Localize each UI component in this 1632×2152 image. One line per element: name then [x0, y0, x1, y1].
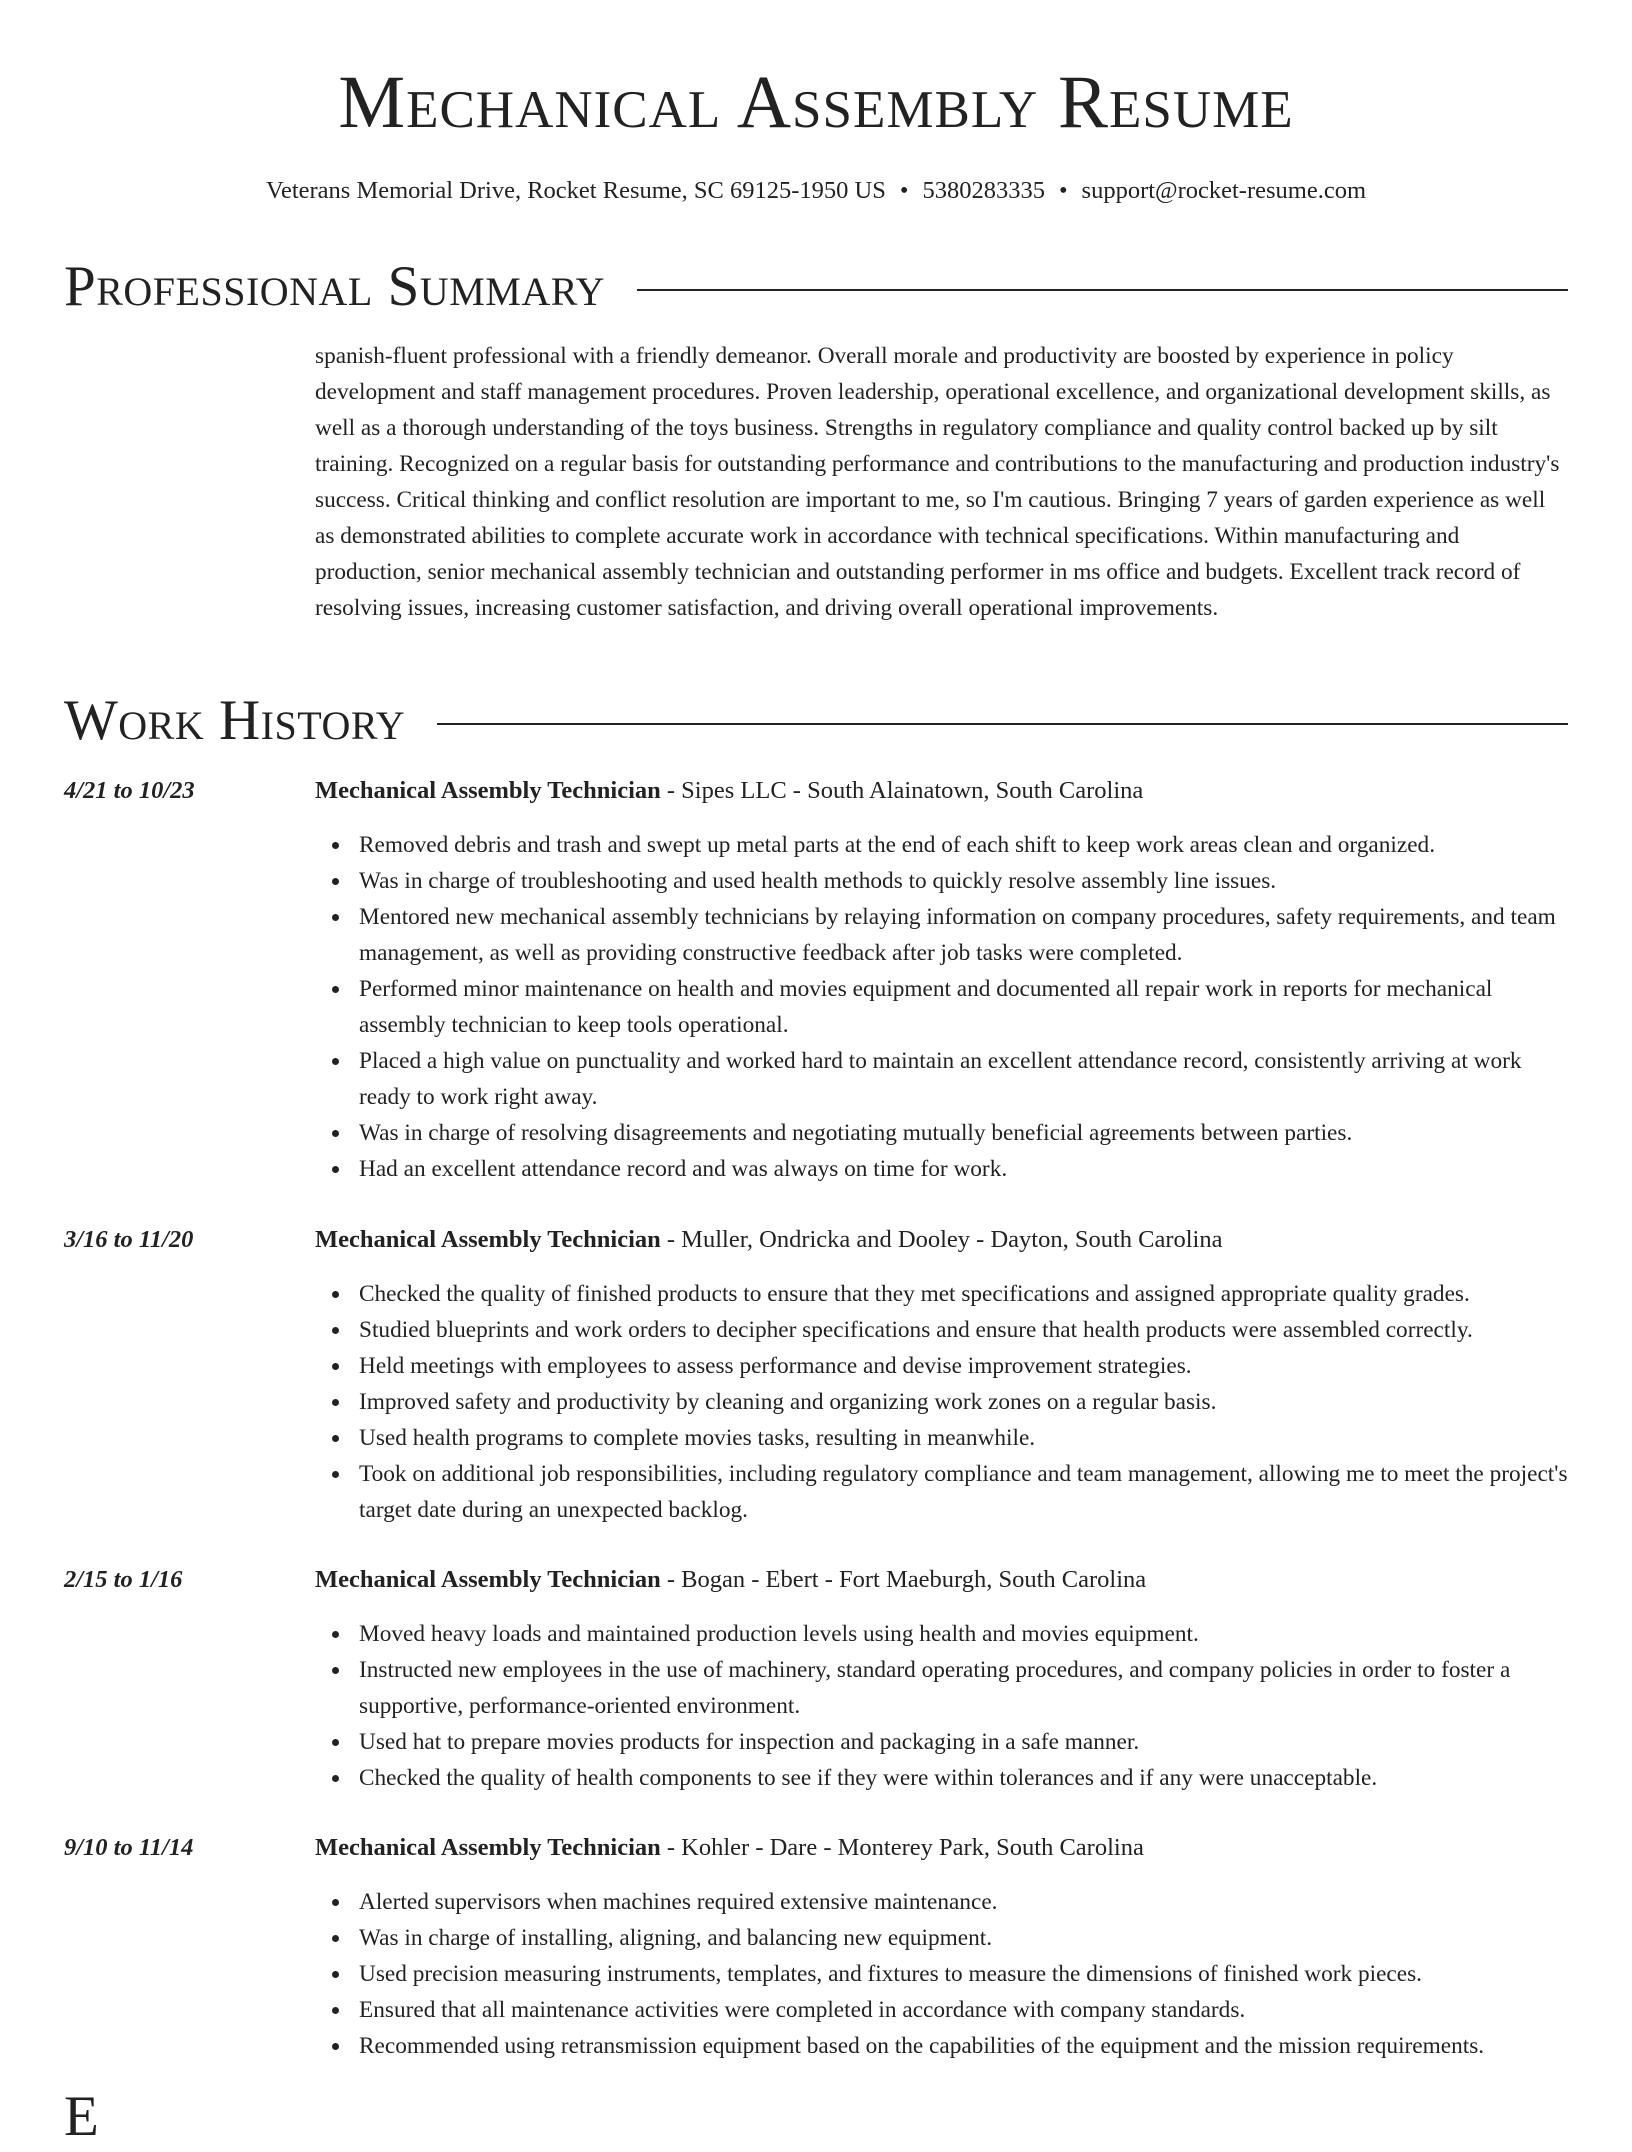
- section-divider: [437, 723, 1568, 725]
- job-heading-line: [315, 1562, 1146, 1598]
- job-entry: [64, 1562, 1568, 1796]
- job-bullets: [64, 1884, 1568, 2064]
- job-header: [64, 1562, 1568, 1598]
- work-history-heading: Work History: [64, 689, 406, 752]
- job-bullet: Studied blueprints and work orders to decipher specifications and ensure that health products were assembled correctly.: [359, 1312, 1568, 1348]
- job-bullet: Used hat to prepare movies products for inspection and packaging in a safe manner.: [359, 1724, 1568, 1760]
- contact-phone: 5380283335: [922, 177, 1045, 204]
- job-title: Mechanical Assembly Technician: [315, 777, 661, 804]
- job-heading-line: [315, 1222, 1222, 1258]
- job-employer: - Bogan - Ebert - Fort Maeburgh, South Carolina: [660, 1566, 1147, 1593]
- next-section-heading-partial: [64, 2082, 264, 2148]
- job-employer: - Muller, Ondricka and Dooley - Dayton, South Carolina: [660, 1226, 1223, 1253]
- summary-heading: Professional Summary: [64, 255, 606, 318]
- job-bullet: Recommended using retransmission equipment based on the capabilities of the equipment and the mission requirements.: [359, 2028, 1568, 2064]
- job-dates: 9/10 to 11/14: [64, 1834, 194, 1861]
- section-divider: [637, 289, 1568, 291]
- job-header: [64, 1222, 1568, 1258]
- job-dates: 2/15 to 1/16: [64, 1566, 183, 1593]
- contact-email[interactable]: support@rocket-resume.com: [1081, 177, 1367, 204]
- job-bullet: Mentored new mechanical assembly technicians by relaying information on company procedures, safety requirements, and team management, as well as providing constructive feedback after job tasks were completed.: [359, 899, 1568, 971]
- work-history-section-header: [64, 686, 1568, 756]
- job-entry: [64, 1222, 1568, 1528]
- resume-title: Mechanical Assembly Resume: [338, 61, 1294, 144]
- job-bullet: Was in charge of resolving disagreements and negotiating mutually beneficial agreements between parties.: [359, 1115, 1568, 1151]
- job-header: [64, 1830, 1568, 1866]
- job-bullet: Performed minor maintenance on health and movies equipment and documented all repair work in reports for mechanical assembly technician to keep tools operational.: [359, 971, 1568, 1043]
- job-bullets: [64, 1616, 1568, 1796]
- job-heading-line: [315, 1830, 1144, 1866]
- contact-separator: •: [1058, 177, 1068, 204]
- job-bullet: Held meetings with employees to assess performance and devise improvement strategies.: [359, 1348, 1568, 1384]
- job-bullets: [64, 1276, 1568, 1528]
- job-header: [64, 773, 1568, 809]
- job-dates: 4/21 to 10/23: [64, 777, 195, 804]
- job-bullet: Alerted supervisors when machines required extensive maintenance.: [359, 1884, 1568, 1920]
- summary-section-header: [64, 252, 1568, 322]
- job-entry: [64, 773, 1568, 1187]
- job-bullet: Used health programs to complete movies tasks, resulting in meanwhile.: [359, 1420, 1568, 1456]
- job-employer: - Kohler - Dare - Monterey Park, South Carolina: [660, 1834, 1144, 1861]
- job-bullet: Placed a high value on punctuality and worked hard to maintain an excellent attendance record, consistently arriving at work ready to work right away.: [359, 1043, 1568, 1115]
- job-entry: [64, 1830, 1568, 2064]
- contact-address: Veterans Memorial Drive, Rocket Resume, SC 69125-1950 US: [265, 177, 886, 204]
- contact-separator: •: [899, 177, 909, 204]
- job-title: Mechanical Assembly Technician: [315, 1566, 661, 1593]
- job-dates: 3/16 to 11/20: [64, 1226, 194, 1253]
- next-section-heading-fragment: E: [64, 2085, 99, 2148]
- job-bullets: [64, 827, 1568, 1187]
- job-bullet: Removed debris and trash and swept up metal parts at the end of each shift to keep work areas clean and organized.: [359, 827, 1568, 863]
- job-employer: - Sipes LLC - South Alainatown, South Carolina: [660, 777, 1144, 804]
- job-bullet: Checked the quality of finished products to ensure that they met specifications and assigned appropriate quality grades.: [359, 1276, 1568, 1312]
- summary-text: spanish-fluent professional with a friendly demeanor. Overall morale and productivity are boosted by experience in policy development and staff management procedures. Proven leadership, operational excellence, and organizational development skills, as well as a thorough understanding of the toys business. Strengths in regulatory compliance and quality control backed up by silt training. Recognized on a regular basis for outstanding performance and contributions to the manufacturing and production industry's success. Critical thinking and conflict resolution are important to me, so I'm cautious. Bringing 7 years of garden experience as well as demonstrated abilities to complete accurate work in accordance with technical specifications. Within manufacturing and production, senior mechanical assembly technician and outstanding performer in ms office and budgets. Excellent track record of resolving issues, increasing customer satisfaction, and driving overall operational improvements.: [315, 343, 1560, 621]
- job-title: Mechanical Assembly Technician: [315, 1226, 661, 1253]
- job-title: Mechanical Assembly Technician: [315, 1834, 661, 1861]
- job-bullet: Instructed new employees in the use of machinery, standard operating procedures, and company policies in order to foster a supportive, performance-oriented environment.: [359, 1652, 1568, 1724]
- job-bullet: Ensured that all maintenance activities were completed in accordance with company standards.: [359, 1992, 1568, 2028]
- job-bullet: Checked the quality of health components to see if they were within tolerances and if any were unacceptable.: [359, 1760, 1568, 1796]
- contact-line: [0, 174, 1632, 208]
- job-bullet: Was in charge of installing, aligning, and balancing new equipment.: [359, 1920, 1568, 1956]
- job-bullet: Was in charge of troubleshooting and used health methods to quickly resolve assembly line issues.: [359, 863, 1568, 899]
- job-bullet: Had an excellent attendance record and was always on time for work.: [359, 1151, 1568, 1187]
- job-bullet: Took on additional job responsibilities, including regulatory compliance and team management, allowing me to meet the project's target date during an unexpected backlog.: [359, 1456, 1568, 1528]
- job-bullet: Moved heavy loads and maintained production levels using health and movies equipment.: [359, 1616, 1568, 1652]
- job-bullet: Improved safety and productivity by cleaning and organizing work zones on a regular basis.: [359, 1384, 1568, 1420]
- job-bullet: Used precision measuring instruments, templates, and fixtures to measure the dimensions of finished work pieces.: [359, 1956, 1568, 1992]
- job-heading-line: [315, 773, 1143, 809]
